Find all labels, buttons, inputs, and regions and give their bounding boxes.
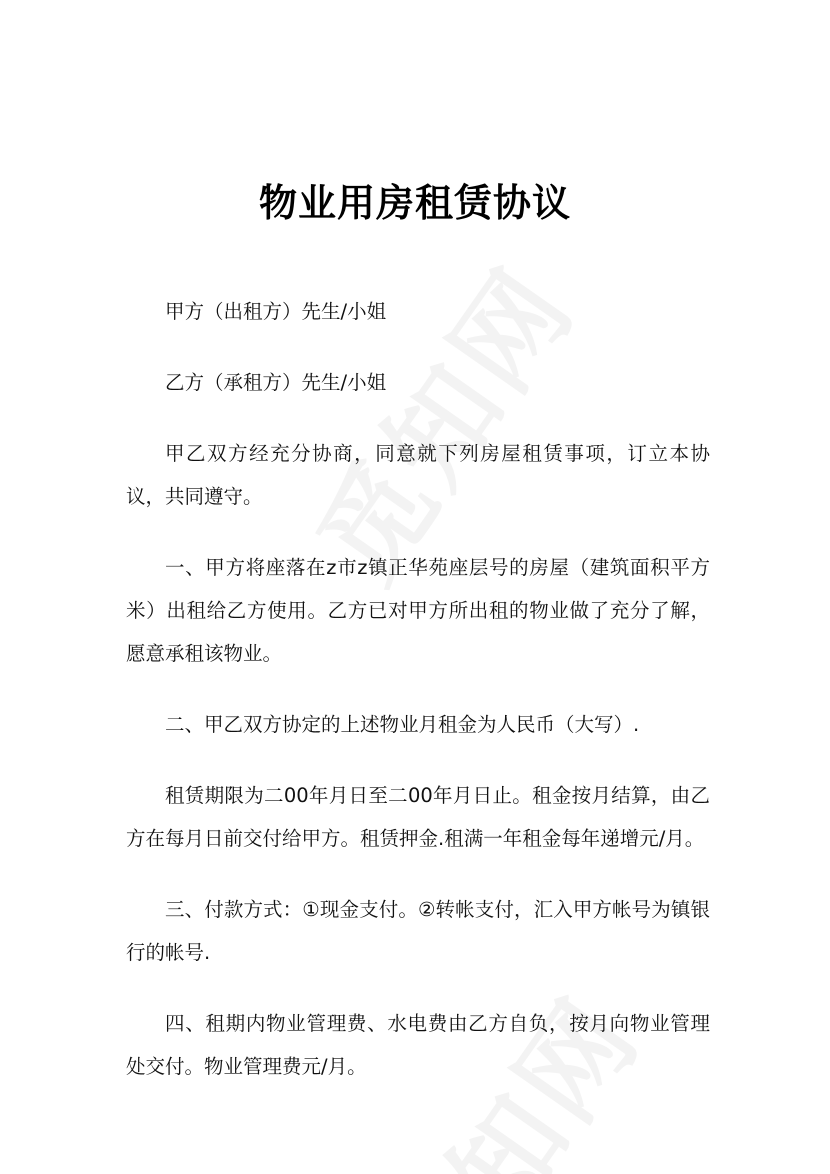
clause-4-paragraph: 四、租期内物业管理费、水电费由乙方自负，按月向物业管理处交付。物业管理费元/月。	[126, 1012, 710, 1078]
party-a-line: 甲方（出租方）先生/小姐	[165, 300, 387, 323]
intro-paragraph: 甲乙双方经充分协商，同意就下列房屋租赁事项，订立本协议，共同遵守。	[126, 442, 710, 508]
document-body	[126, 290, 710, 1116]
party-b-line: 乙方（承租方）先生/小姐	[165, 371, 387, 394]
document-title: 物业用房租赁协议	[258, 181, 571, 225]
clause-2-paragraph: 二、甲乙双方协定的上述物业月租金为人民币（大写）.	[165, 713, 640, 736]
lease-term-paragraph: 租赁期限为二00年月日至二00年月日止。租金按月结算，由乙方在每月日前交付给甲方。租赁押金.租满一年租金每年递增元/月。	[126, 784, 710, 850]
clause-3-paragraph: 三、付款方式：①现金支付。②转帐支付，汇入甲方帐号为镇银行的帐号.	[126, 898, 710, 964]
clause-1-paragraph: 一、甲方将座落在z市z镇正华苑座层号的房屋（建筑面积平方米）出租给乙方使用。乙方已对甲方所出租的物业做了充分了解，愿意承租该物业。	[126, 556, 710, 665]
